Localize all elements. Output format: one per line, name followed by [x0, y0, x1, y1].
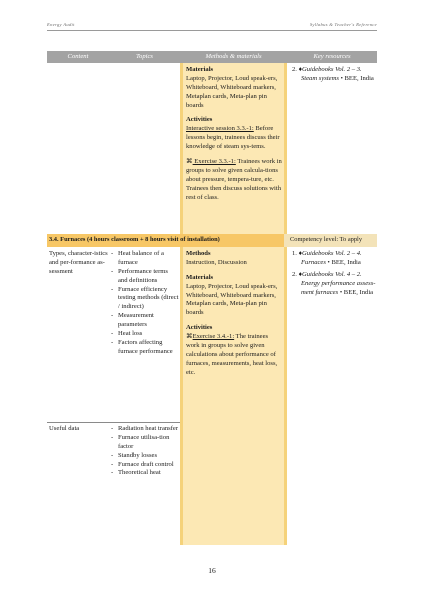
header-right-text: Syllabus & Teacher's Reference	[309, 22, 377, 27]
materials-heading: Materials	[186, 273, 214, 281]
list-item: - Performance terms and definitions	[111, 268, 179, 286]
header-divider	[47, 30, 377, 31]
exercise-icon: ⌘	[186, 333, 193, 341]
topics-list	[111, 425, 179, 478]
exercise-link[interactable]: Exercise 3.3.-1:	[192, 158, 236, 166]
methods-column-edge	[284, 63, 287, 234]
methods-column-edge	[180, 63, 183, 234]
exercise-text: The trainees work in groups to solve given calculations about performance of furnaces, measurements, heat loss, etc.	[186, 333, 278, 376]
list-item: - Factors affecting furnace performance	[111, 339, 179, 357]
resource-title: Guidebooks Vol. 2 – 3. Steam systems	[301, 66, 362, 82]
list-item: - Furnace utilisa-tion factor	[111, 434, 179, 452]
continuation-methods-cell	[186, 66, 282, 202]
materials-heading: Materials	[186, 66, 214, 73]
continuation-resource	[292, 66, 376, 84]
list-item: - Radiation heat transfer	[111, 425, 179, 434]
list-item: - Theoretical heat	[111, 469, 179, 478]
diamond-icon: ♦	[298, 250, 302, 257]
resource-publisher: • BEE, India	[338, 74, 374, 82]
resources-cell	[292, 250, 376, 297]
list-item: - Measurement parameters	[111, 312, 179, 330]
content-cell: Useful data	[49, 425, 80, 432]
list-item: - Heat loss	[111, 330, 179, 339]
resource-item	[292, 250, 376, 268]
list-item: - Heat balance of a furnace	[111, 250, 179, 268]
page-number: 16	[208, 566, 216, 575]
exercise-link[interactable]: Exercise 3.4.-1:	[192, 333, 235, 341]
section-title: 3.4. Furnaces (4 hours classroom + 8 hours visit of installation)	[49, 236, 220, 243]
materials-text: Laptop, Projector, Loud speak-ers, Whiteboard, Whiteboard markers, Metaplan cards, Meta-plan pin boards	[186, 74, 278, 109]
activity-text: Before lessons begin, trainees discuss their knowledge of steam sys-tems.	[186, 125, 280, 151]
column-header-content: Content	[67, 53, 89, 60]
column-header-topics: Topics	[136, 53, 153, 60]
running-header	[47, 22, 377, 34]
resource-number: 1.	[292, 250, 297, 257]
syllabus-table	[47, 51, 377, 551]
list-item: - Furnace draft control	[111, 461, 179, 470]
resource-title: Guidebooks Vol. 2 – 4. Furnaces	[301, 250, 362, 266]
methods-heading: Methods	[186, 250, 211, 257]
materials-text: Laptop, Projector, Loud speak-ers, Whiteboard, Whiteboard markers, Metaplan cards, Meta-plan pin boards	[186, 282, 278, 317]
activities-heading: Activities	[186, 324, 213, 332]
resource-publisher: • BEE, India	[338, 288, 374, 296]
exercise-icon: ⌘	[186, 158, 193, 166]
methods-cell	[186, 250, 282, 378]
competency-level: Competency level: To apply	[290, 236, 363, 243]
column-header-resources: Key resources	[313, 53, 351, 60]
exercise-text: Trainees work in groups to solve given calcula-tions about pressure, tempera-ture, etc. Trainees then discuss solutions with rest of class.	[186, 158, 282, 201]
resource-item	[292, 271, 376, 298]
list-item: - Standby losses	[111, 452, 179, 461]
header-left-text: Energy Audit	[47, 22, 75, 27]
activity-link[interactable]: Interactive session 3.3.-1:	[186, 125, 254, 133]
table-header	[47, 51, 377, 63]
resource-title: Guidebooks Vol. 4 – 2. Energy performance assess-ment furnaces	[301, 270, 376, 296]
resource-number: 2.	[292, 66, 297, 73]
activities-heading: Activities	[186, 116, 213, 124]
resource-publisher: • BEE, India	[325, 258, 361, 266]
row-divider	[47, 422, 180, 423]
diamond-icon: ♦	[298, 270, 302, 278]
methods-column-edge	[284, 247, 287, 545]
resource-number: 2.	[292, 270, 297, 278]
activity-item	[186, 158, 282, 202]
methods-column-edge	[180, 247, 183, 545]
list-item: - Furnace efficiency testing methods (direct / indirect)	[111, 286, 179, 313]
activity-item	[186, 333, 282, 377]
column-header-methods: Methods & materials	[205, 53, 262, 60]
methods-text: Instruction, Discussion	[186, 258, 247, 266]
diamond-icon: ♦	[298, 66, 302, 73]
content-cell: Types, character-istics and per-formance as-sessment	[49, 250, 108, 275]
section-heading-row	[47, 234, 377, 247]
activity-item	[186, 125, 282, 152]
topics-list	[111, 250, 179, 357]
